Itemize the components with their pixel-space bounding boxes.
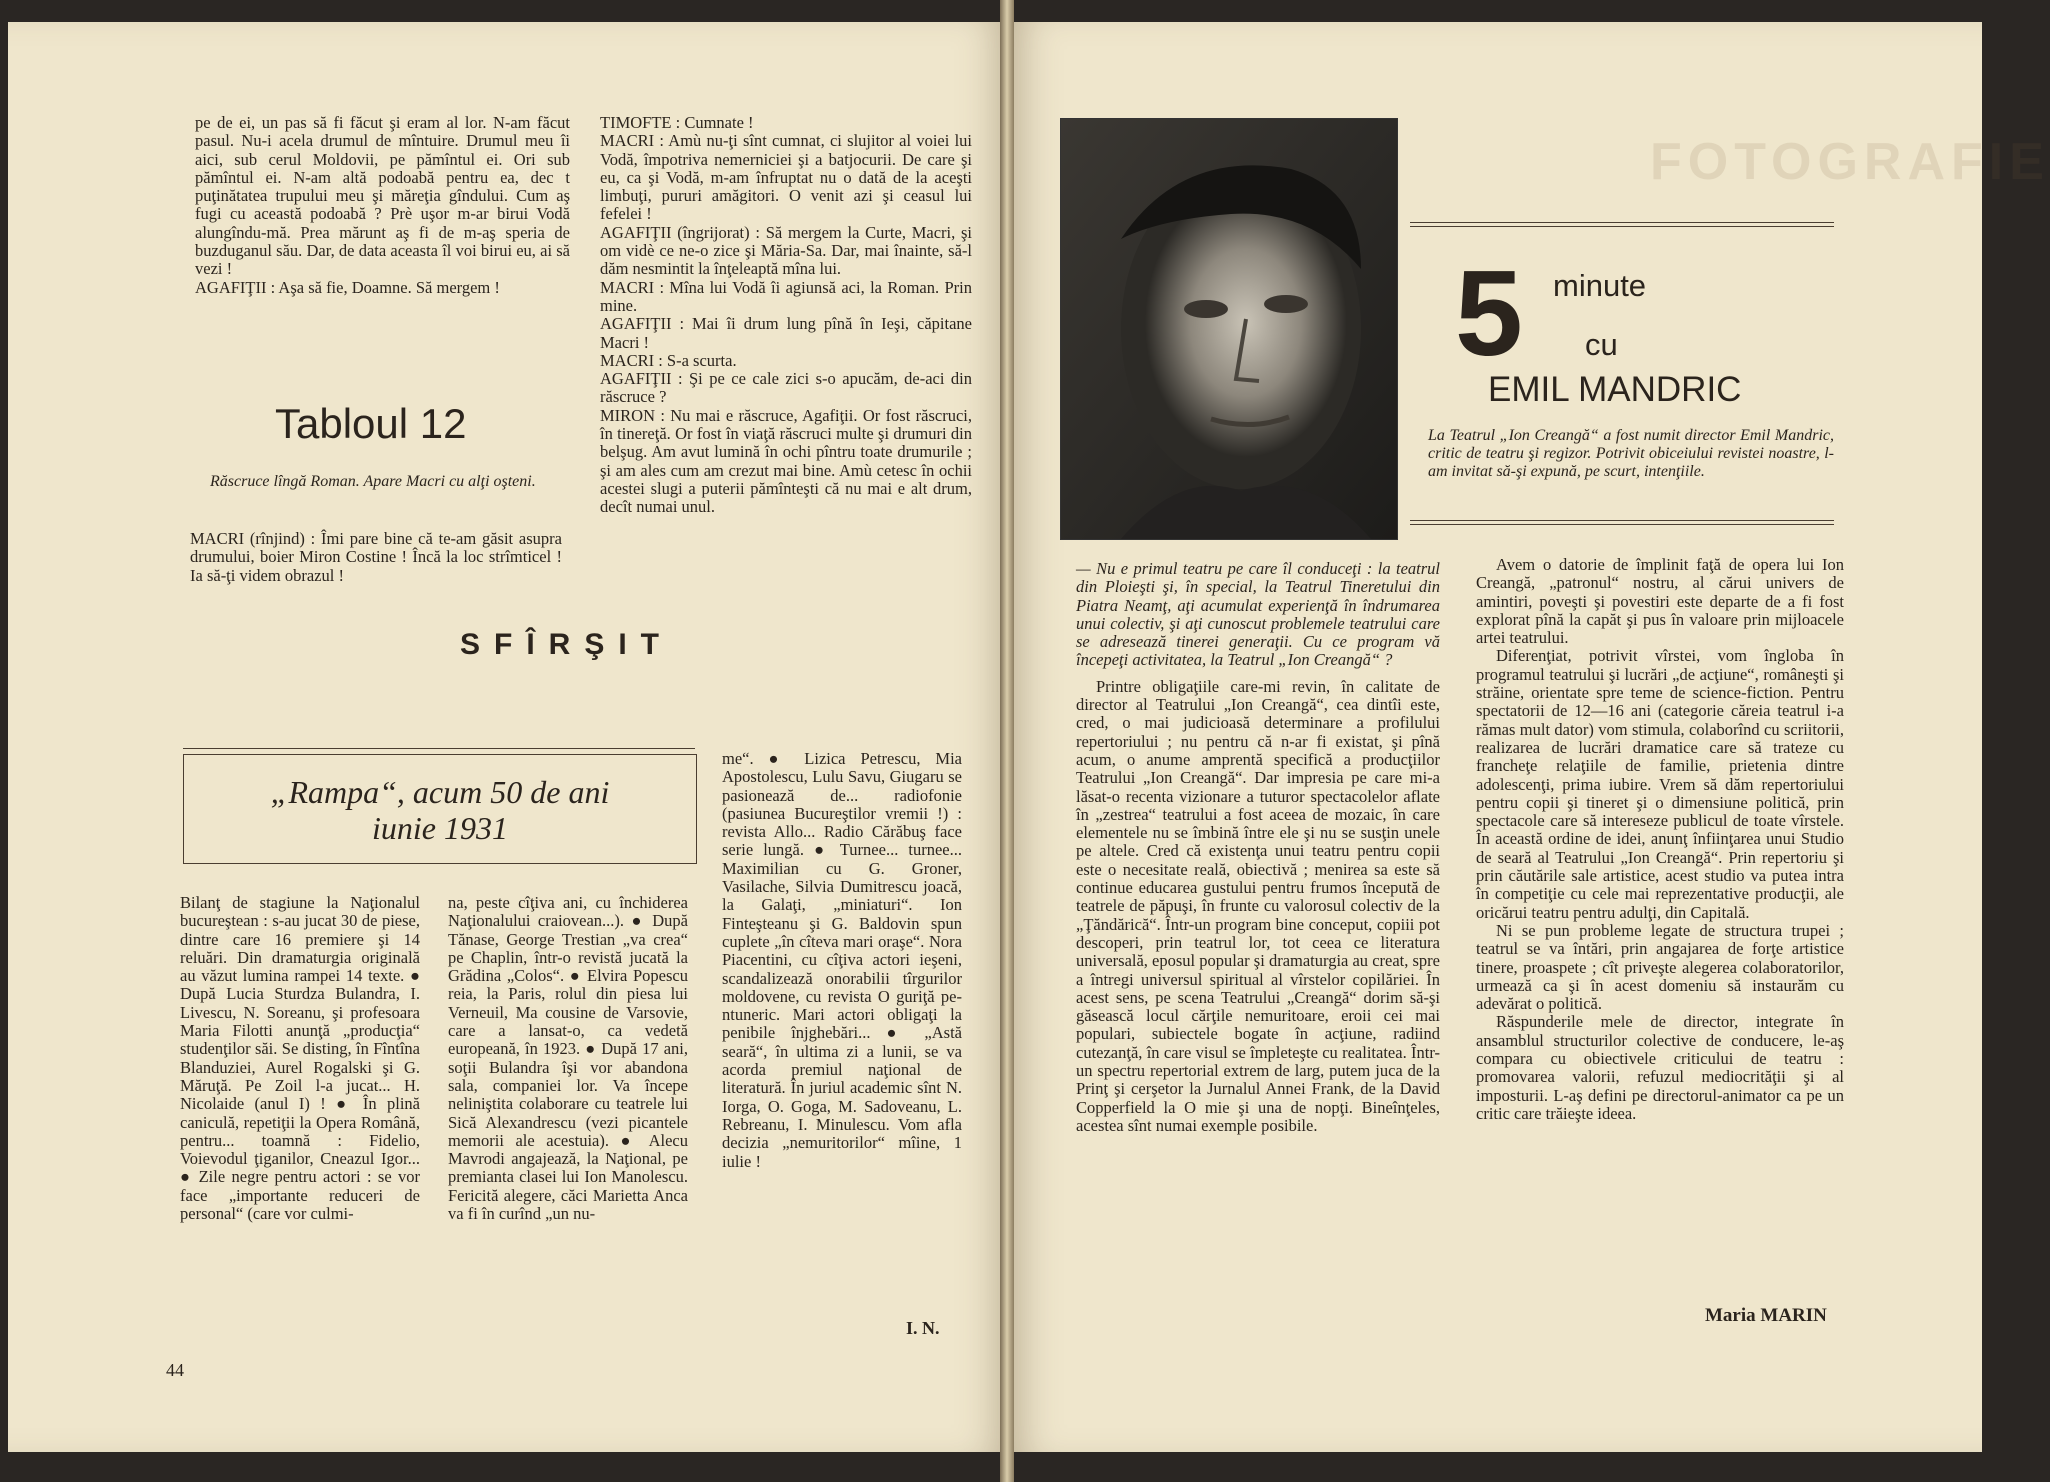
dialogue-line: MIRON : Nu mai e răscruce, Agafiţii. Or fost răscruci, în tinereţă. Or fost în viaţă răscruci multe şi drumuri din belşug. Am avut lumină în ochi pîntru toate drumurile ; şi am ales cum am crezut mai bine. Amù cetesc în ochii acestei slugi a puterii pămînteşti că nu mai e alt drum, decît numai unul. (600, 405, 972, 517)
portrait-photo (1060, 118, 1398, 540)
agafitii-line: AGAFIŢII : Aşa să fie, Doamne. Să mergem ! (195, 277, 500, 297)
page-number: 44 (166, 1360, 184, 1380)
faded-header: FOTOGRAFIE (1650, 133, 2050, 191)
header-rule-bottom (1410, 520, 1834, 525)
interview-column-1 (1076, 560, 1440, 1135)
rampa-text-2: na, peste cîţiva ani, cu închiderea Naţionalului craiovean...). ● După Tănase, George Trestian „va crea“ pe Chaplin, într-o revistă jucată la Grădina „Colos“. ● Elvira Popescu reia, la Paris, rolul din piesa lui Verneuil, Ma cousine de Varsovie, care a lansat-o, ca vedetă europeană, în 1923. ● După 17 ani, soţii Bulandra îşi vor abandona sala, companiei lor. Va începe neliniştita colaborare cu teatrele lui Sică Alexandrescu (vezi picantele memorii ale acestuia). ● Alecu Mavrodi angajează, la Naţional, pe premianta clasei lui Ion Manolescu. Fericită alegere, căci Marietta Anca va fi în curînd „un nu- (448, 893, 688, 1224)
answer-paragraph-2: Avem o datorie de împlinit faţă de opera lui Ion Creangă, „patronul“ nostru, al cărui univers de amintiri, poveşti şi povestiri este departe de a fi fost explorat pînă la capăt şi pus în valoare prin mijloacele artei teatrului. (1476, 555, 1844, 648)
macri-line: MACRI (rînjind) : Îmi pare bine că te-am găsit asupra drumului, boier Miron Costine ! Încă la loc strîmticel ! Ia să-ţi videm obrazul ! (190, 529, 562, 585)
answer-paragraph-5: Răspunderile mele de director, integrate în ansamblul structurilor colective de conducere, le-aş compara cu obiectivele criticului de teatru : promovarea valorii, refuzul mediocrităţii şi al imposturii. L-aş defini pe directorul-animator ca pe un critic care trăieşte ideea. (1476, 1012, 1844, 1123)
rampa-title-line2: iunie 1931 (372, 810, 508, 846)
tablou-title: Tabloul 12 (275, 400, 467, 447)
dialogue-line: MACRI : Amù nu-ţi sînt cumnat, ci slujitor al voiei lui Vodă, împotriva nemerniciei şi a batjocurii. De care şi eu, ca şi Vodă, m-am înfruptat nu o dată de la aceşti limbuţi, pururi amăgitori. O venit azi şi ceasul lui fefelei ! (600, 131, 972, 224)
dialogue-line: AGAFIŢII : Şi pe ce cale zici s-o apucăm, de-aci din răscruce ? (600, 369, 972, 407)
rampa-text-1: Bilanţ de stagiune la Naţionalul bucureştean : s-au jucat 30 de piese, dintre care 16 premiere şi 14 reluări. Din dramaturgia originală au văzut lumina rampei 14 texte. ● După Lucia Sturdza Bulandra, I. Livescu, N. Soreanu, şi profesoara Maria Filotti anunţă „producţia“ studenţilor săi. Se disting, în Fîntîna Blanduziei, Aurel Rogalski şi G. Măruţă. Pe Zoil l-a jucat... H. Nicolaide (anul I) ! ● În plină caniculă, repetiţii la Opera Română, pentru... toamnă : Fidelio, Voievodul ţiganilor, Cneazul Igor... ● Zile negre pentru actori : se vor face „importante reduceri de personal“ (care vor culmi- (180, 893, 420, 1224)
play-column-2 (600, 114, 972, 517)
header-rule-top (1410, 222, 1834, 227)
rampa-column-3 (722, 750, 962, 1171)
sfirsit-heading: SFÎRŞIT (460, 628, 674, 661)
rampa-title-line1: „Rampa“, acum 50 de ani (270, 774, 610, 810)
answer-paragraph-1: Printre obligaţiile care-mi revin, în calitate de director al Teatrului „Ion Creangă“, cea dintîi este, cred, o mai judicioasă determinare a profilului repertoriului ; nu pentru că n-ar fi existat, şi pînă acum, o anume amprentă specifică a producţiilor Teatrului „Ion Creangă“. Dar impresia pe care mi-a lăsat-o recenta vizionare a tuturor spectacolelor aflate în „zestrea“ teatrului a fost aceea de mozaic, în care elementele nu se îmbină între ele şi nu se susţin unele pe altele. Cred că existenţa unui teatru pentru copii este o necesitate reală, obiectivă ; menirea sa este să continue educarea gustului pentru frumos începută de teatrele de păpuşi, în frunte cu valorosul colectiv de la „Ţăndărică“. Într-un program bine conceput, copiii pot descoperi, prin teatrul lor, tot ceea ce literatura universală, eposul popular şi dramaturgia au creat, spre a întregi universul spiritual al vîrstelor copilăriei. În acest sens, pe scena Teatrului „Creangă“ dorim să-şi găsească locul cărţile nemuritoare, eroii cei mai populari, subiectele bogate în acţiune, radiind cutezanţă, în care visul se împleteşte cu realitatea. Într-un spectru repertorial extrem de larg, putem juca de la Prinţ şi cerşetor la Jurnalul Annei Frank, de la David Copperfield la O mie şi una de nopţi. Bineînţeles, acestea sînt numai exemple posibile. (1076, 676, 1440, 1135)
interview-column-2 (1476, 556, 1844, 1123)
rampa-title-box (183, 754, 697, 864)
headline-minute: minute (1553, 268, 1647, 303)
portrait-photo-graphic (1061, 119, 1397, 539)
dialogue-line: TIMOFTE : Cumnate ! (600, 113, 754, 132)
answer-paragraph-4: Ni se pun probleme legate de structura trupei ; teatrul se va întări, prin angajarea de forţe artistice tinere, proaspete ; cît priveşte alegerea colaboratorilor, urmează ca şi în acest domeniu să instaurăm cu adevărat o politică. (1476, 920, 1844, 1014)
book-gutter (1000, 0, 1014, 1482)
answer-paragraph-3: Diferenţiat, potrivit vîrstei, vom îngloba în programul teatrului şi lucrări „de acţiune“, româneşti şi străine, orientate spre teme de science-fiction. Pentru spectatorii de 12—16 ani (categorie căreia teatrul i-a rămas mult dator) vom stimula, colaborînd cu scriitorii, realizarea de lucrări dramatice care să trateze cu francheţe relaţiile de familie, prietenia dintre adolescenţi, prima iubire. Vrem să dăm repertoriului pentru copii şi tineret şi o dimensiune politică, prin spectacole care să intereseze publicul de toate vîrstele. În această ordine de idei, anunţ înfiinţarea unui Studio de seară al Teatrului „Ion Creangă“. Prin repertoriu şi prin căutările sale artistice, acest studio va putea intra în competiţie cu cele mai reprezentative producţii, ale oricărui teatru pentru adulţi, din Capitală. (1476, 646, 1844, 922)
dialogue-line: AGAFIŢII : Mai îi drum lung pînă în Ieşi, căpitane Macri ! (600, 314, 972, 352)
dialogue-line: AGAFIŢII (îngrijorat) : Să mergem la Curte, Macri, şi om vidè ce ne-o zice şi Măria-Sa. Dar, mai înainte, să-l dăm nesmintit la înţeleaptă mîna lui. (600, 222, 972, 279)
stage-direction: Răscruce lîngă Roman. Apare Macri cu alţi oşteni. (210, 473, 536, 490)
headline-cu: cu (1585, 327, 1618, 362)
miron-speech: pe de ei, un pas să fi făcut şi eram al lor. N-am făcut pasul. Nu-i acela drumul de mîntuire. Drumul meu îi aici, sub cerul Moldovii, pe pămîntul ei. Ori sub pămîntul ei. N-am altă podoabă pentru ea, dec t puţinătatea trupului meu şi măreţia gîndului. Cum aş fugi cu această podoabă ? Prè uşor m-ar birui Vodă alungîndu-mă. Prea mărunt aş fi de m-aş speria de buzduganul său. Dar, de data aceasta îl voi birui eu, ai să vezi ! (195, 113, 570, 279)
rampa-top-rule (183, 748, 695, 749)
rampa-signature: I. N. (906, 1318, 940, 1338)
dialogue-line: MACRI : Mîna lui Vodă îi agiunsă aci, la Roman. Prin mine. (600, 277, 972, 315)
rampa-column-2 (448, 894, 688, 1223)
interview-question: — Nu e primul teatru pe care îl conduceţi : la teatrul din Ploieşti şi, în special, la Teatrul Tineretului din Piatra Neamţ, aţi acumulat experienţă în îndrumarea unui colectiv, şi aţi cunoscut problemele teatrului care se adresează tinerei generaţii. Cu ce program vă începeţi activitatea, la Teatrul „Ion Creangă“ ? (1076, 559, 1440, 670)
author-signature: Maria MARIN (1705, 1305, 1827, 1326)
headline-name: EMIL MANDRIC (1488, 370, 1742, 409)
rampa-column-1 (180, 894, 420, 1223)
headline-number: 5 (1455, 245, 1523, 381)
intro-text: La Teatrul „Ion Creangă“ a fost numit director Emil Mandric, critic de teatru şi regizor. Potrivit obiceiului revistei noastre, l-am invitat să-şi expună, pe scurt, intenţiile. (1428, 427, 1834, 480)
dialogue-line: MACRI : S-a scurta. (600, 350, 737, 370)
macri-line-block (190, 530, 562, 585)
play-column-1 (195, 114, 570, 297)
rampa-text-3: me“. ● Lizica Petrescu, Mia Apostolescu, Lulu Savu, Giugaru se pasionează de... radiofonie (pasiunea Bucureştilor vremii !) : revista Allo... Radio Cărăbuş face serie lungă. ● Turnee... turnee... Maximilian cu G. Groner, Vasilache, Silvia Dumitrescu joacă, la Galaţi, „miniaturi“. Ion Finteşteanu şi G. Baldovin spun cuplete „în cîteva mari oraşe“. Nora Piacentini, cu cîţiva actori ieşeni, scandalizează onorabilii tîrgurilor moldovene, cu revista O guriţă pe-ntuneric. Mari actori obligaţi la penibile înjghebări... ● „Astă seară“, în ultima zi a lunii, se va acorda premiul naţional de literatură. În juriul academic sînt N. Iorga, O. Goga, M. Sadoveanu, L. Rebreanu, I. Minulescu. Vom afla decizia „nemuritorilor“ mîine, 1 iulie ! (722, 749, 962, 1171)
